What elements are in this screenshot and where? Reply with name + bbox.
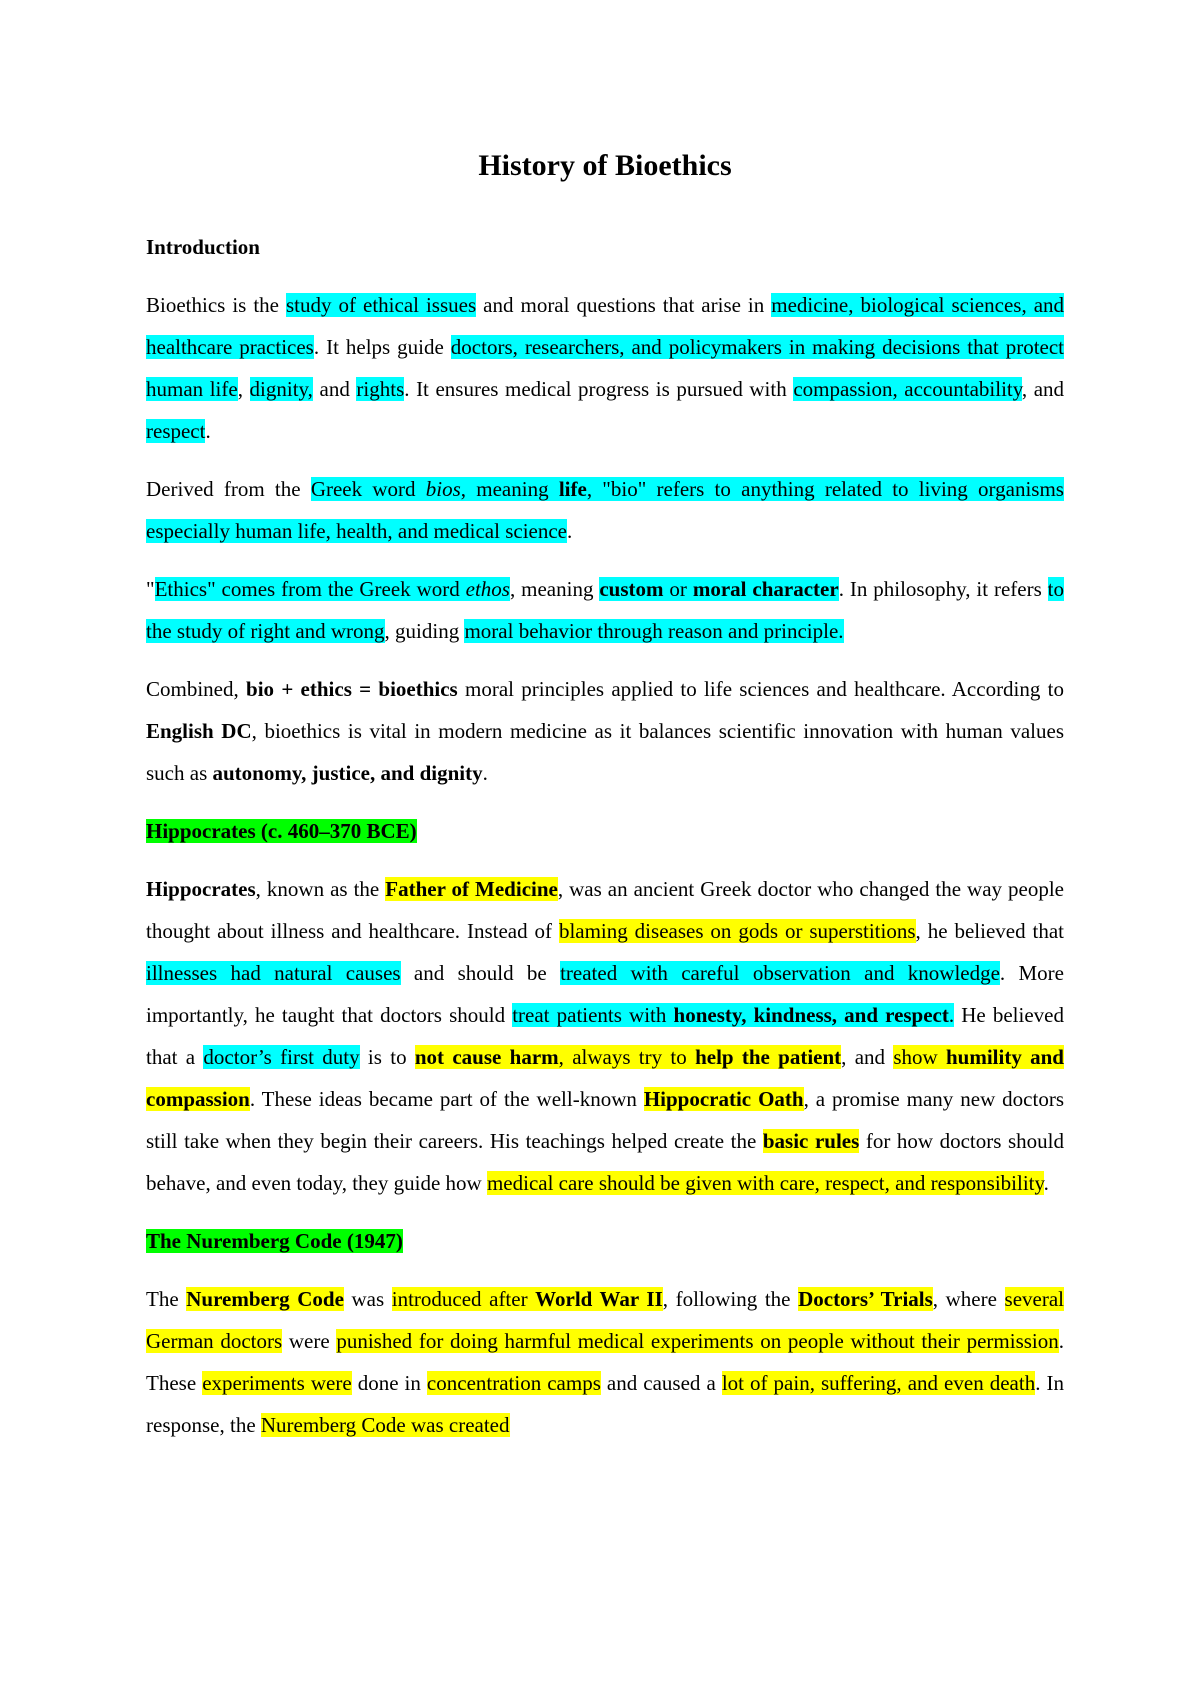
highlighted-text: dignity, [249,377,313,401]
highlighted-text: rights [356,377,405,401]
highlighted-text: Father of Medicine [385,877,558,901]
text-run: . [566,519,573,543]
highlighted-text: World War II [535,1287,663,1311]
paragraph [146,468,1064,552]
highlighted-text: not cause harm [414,1045,559,1069]
text-run: , bioethics is vital in modern medicine as it balances scientific innovation with human values such as [146,719,1064,785]
highlighted-text: , meaning [460,477,559,501]
highlighted-text: Hippocratic Oath [643,1087,804,1111]
section-heading [146,810,1064,852]
text-run: . [482,761,488,785]
text-run: , a promise many new doctors still take when they begin their careers. His teachings helped create the [146,1087,1065,1153]
highlighted-text: Ethics" comes from the Greek word [154,577,466,601]
text-run: , was an ancient Greek doctor who changed the way people thought about illness and healthcare. Instead of [146,877,1064,943]
paragraph [146,284,1064,452]
text-run: , guiding [384,619,465,643]
text-run: " [146,577,155,601]
text-run: is to [359,1045,415,1069]
highlighted-text: introduced after [391,1287,536,1311]
text-run: , where [932,1287,1005,1311]
text-run: . [1043,1171,1049,1195]
text-run: , known as the [255,877,386,901]
text-run: , he believed that [915,919,1064,943]
highlighted-text: , always try to [558,1045,696,1069]
highlighted-text: experiments were [202,1371,352,1395]
text-run: . In philosophy, it refers [838,577,1048,601]
section-heading-text: Introduction [146,235,260,259]
text-run: Combined, [146,677,247,701]
paragraph [146,1278,1064,1446]
highlighted-text: blaming diseases on gods or superstitions [558,919,916,943]
highlighted-text: life [558,477,587,501]
highlighted-text: Doctors’ Trials [798,1287,933,1311]
highlighted-text: to the study of right and wrong [146,577,1064,643]
text-run: moral principles applied to life sciences and healthcare. According to [457,677,1065,701]
paragraph [146,568,1064,652]
text-run: . It ensures medical progress is pursued with [404,377,794,401]
text-run: . These ideas became part of the well-known [249,1087,644,1111]
highlighted-text: compassion, accountability [793,377,1022,401]
text-run: The [146,1287,187,1311]
highlighted-text: ethos [465,577,510,601]
document-title: History of Bioethics [478,149,732,182]
highlighted-text: or [663,577,693,601]
document-body [146,226,1064,1446]
text-run: were [282,1329,337,1353]
text-run: Derived from the [146,477,311,501]
highlighted-text: punished for doing harmful medical experiments on people without their permission [336,1329,1059,1353]
text-run: and moral questions that arise in [476,293,772,317]
text-run: , meaning [509,577,600,601]
highlighted-text: respect [146,419,206,443]
highlighted-text: study of ethical issues [286,293,477,317]
highlighted-text: medicine, biological sciences, and healthcare practices [146,293,1065,359]
highlighted-text: Nuremberg Code [186,1287,344,1311]
highlighted-text: show [893,1045,946,1069]
highlighted-text: . [948,1003,955,1027]
text-run: and should be [400,961,561,985]
text-run: , following the [662,1287,799,1311]
highlighted-text: help the patient [695,1045,842,1069]
highlighted-text: illnesses had natural causes [146,961,401,985]
highlighted-text: several German doctors [146,1287,1064,1353]
highlighted-text: lot of pain, suffering, and even death [721,1371,1036,1395]
highlighted-text: concentration camps [426,1371,601,1395]
highlighted-text: treat patients with [512,1003,674,1027]
highlighted-text: doctor’s first duty [203,1045,360,1069]
text-run: bio + ethics = bioethics [246,677,458,701]
text-run: . More importantly, he taught that doctors should [146,961,1064,1027]
highlighted-text: Nuremberg Code was created [260,1413,510,1437]
text-run: was [343,1287,392,1311]
highlighted-text: Greek word [310,477,426,501]
paragraph [146,668,1064,794]
text-run: autonomy, justice, and dignity [212,761,483,785]
highlighted-text: custom [599,577,664,601]
text-run: He believed that a [146,1003,1064,1069]
paragraph [146,868,1064,1204]
highlighted-text: basic rules [762,1129,860,1153]
highlighted-text: bios [425,477,461,501]
section-heading-text: The Nuremberg Code (1947) [146,1229,403,1253]
highlighted-text: , "bio" refers to anything related to living organisms especially human life, health, and medical science [146,477,1064,543]
text-run: and caused a [600,1371,722,1395]
text-run: for how doctors should behave, and even today, they guide how [146,1129,1064,1195]
highlighted-text: moral behavior through reason and principle. [464,619,844,643]
section-heading [146,226,1064,268]
text-run: and [312,377,357,401]
highlighted-text: honesty, kindness, and respect [673,1003,949,1027]
section-heading-text: Hippocrates (c. 460–370 BCE) [146,819,417,843]
text-run: . It helps guide [313,335,451,359]
text-run: , [237,377,250,401]
text-run: English DC [146,719,252,743]
highlighted-text: humility and compassion [146,1045,1064,1111]
text-run: , and [1021,377,1065,401]
highlighted-text: doctors, researchers, and policymakers in making decisions that protect human life [146,335,1065,401]
text-run: Bioethics is the [146,293,286,317]
text-run: Hippocrates [146,877,256,901]
text-run: . In response, the [146,1371,1064,1437]
highlighted-text: treated with careful observation and knowledge [560,961,1000,985]
text-run: , and [841,1045,894,1069]
highlighted-text: medical care should be given with care, respect, and responsibility [486,1171,1044,1195]
highlighted-text: moral character [692,577,839,601]
text-run: done in [351,1371,427,1395]
text-run: . [205,419,211,443]
text-run: . These [146,1329,1064,1395]
section-heading [146,1220,1064,1262]
